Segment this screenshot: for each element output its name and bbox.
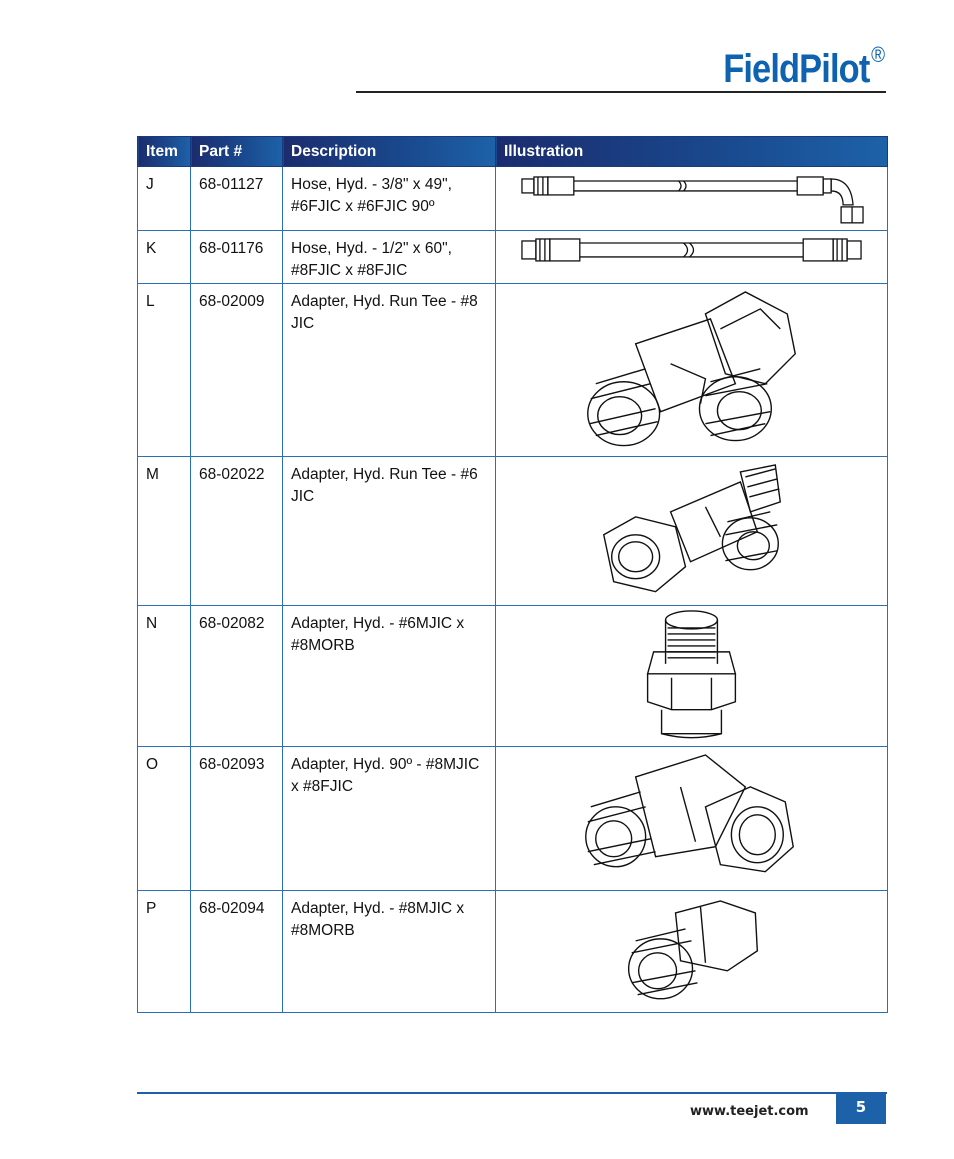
illustration-cell <box>496 605 888 747</box>
description-line: #8FJIC x #8FJIC <box>291 261 408 279</box>
description-cell <box>283 283 496 457</box>
illustration-cell <box>496 283 888 457</box>
fieldpilot-logo <box>723 42 884 92</box>
header-description: Description <box>283 137 496 167</box>
table-row <box>138 891 888 1013</box>
part-cell: 68-02009 <box>191 283 283 457</box>
illustration-cell <box>496 167 888 231</box>
hose-90-illustration <box>496 167 887 230</box>
description-line: Adapter, Hyd. - #6MJIC x <box>291 614 465 632</box>
registered-mark: ® <box>870 42 884 67</box>
item-cell: L <box>138 283 191 457</box>
description-line: x #8FJIC <box>291 778 354 796</box>
item-cell: P <box>138 891 191 1013</box>
item-cell: O <box>138 747 191 891</box>
description-cell <box>283 457 496 606</box>
header-item: Item <box>138 137 191 167</box>
table-row <box>138 605 888 747</box>
adapter-6mjic-8morb-illustration <box>496 606 887 747</box>
description-cell <box>283 167 496 231</box>
header-part: Part # <box>191 137 283 167</box>
illustration-cell <box>496 747 888 891</box>
description-line: Hose, Hyd. - 3/8" x 49", <box>291 176 452 193</box>
table-row <box>138 230 888 283</box>
description-cell <box>283 747 496 891</box>
illustration-cell <box>496 891 888 1013</box>
item-cell: N <box>138 605 191 747</box>
part-cell: 68-02093 <box>191 747 283 891</box>
table-row <box>138 283 888 457</box>
brand-name: FieldPilot <box>722 47 870 91</box>
description-cell <box>283 605 496 747</box>
part-cell: 68-02082 <box>191 605 283 747</box>
table-row <box>138 457 888 606</box>
footer-rule <box>137 1092 887 1094</box>
part-cell: 68-01176 <box>191 230 283 283</box>
part-cell: 68-01127 <box>191 167 283 231</box>
run-tee-6-illustration <box>496 457 887 605</box>
adapter-90-illustration <box>496 747 887 890</box>
item-cell: J <box>138 167 191 231</box>
description-line: Hose, Hyd. - 1/2" x 60", <box>291 239 452 257</box>
table-header-row <box>138 137 888 167</box>
description-line: Adapter, Hyd. 90º - #8MJIC <box>291 756 480 774</box>
item-cell: K <box>138 230 191 283</box>
description-line: Adapter, Hyd. - #8MJIC x <box>291 900 465 918</box>
description-line: #6FJIC x #6FJIC 90º <box>291 198 435 215</box>
parts-table <box>137 136 888 1013</box>
part-cell: 68-02094 <box>191 891 283 1013</box>
item-cell: M <box>138 457 191 606</box>
description-line: Adapter, Hyd. Run Tee - #8 <box>291 292 478 310</box>
description-line: JIC <box>291 314 315 332</box>
description-line: JIC <box>291 488 315 506</box>
adapter-8mjic-8morb-illustration <box>496 891 887 1012</box>
header-illustration: Illustration <box>496 137 888 167</box>
description-line: #8MORB <box>291 636 355 654</box>
illustration-cell <box>496 230 888 283</box>
illustration-cell <box>496 457 888 606</box>
description-line: #8MORB <box>291 922 355 940</box>
footer-url[interactable]: www.teejet.com <box>690 1104 809 1119</box>
description-cell <box>283 891 496 1013</box>
description-cell <box>283 230 496 283</box>
page-number-badge: 5 <box>836 1093 886 1124</box>
table-row <box>138 747 888 891</box>
description-line: Adapter, Hyd. Run Tee - #6 <box>291 466 478 484</box>
table-row <box>138 167 888 231</box>
hose-straight-illustration <box>496 231 887 283</box>
part-cell: 68-02022 <box>191 457 283 606</box>
header-rule <box>356 91 886 93</box>
run-tee-8-illustration <box>496 284 887 457</box>
